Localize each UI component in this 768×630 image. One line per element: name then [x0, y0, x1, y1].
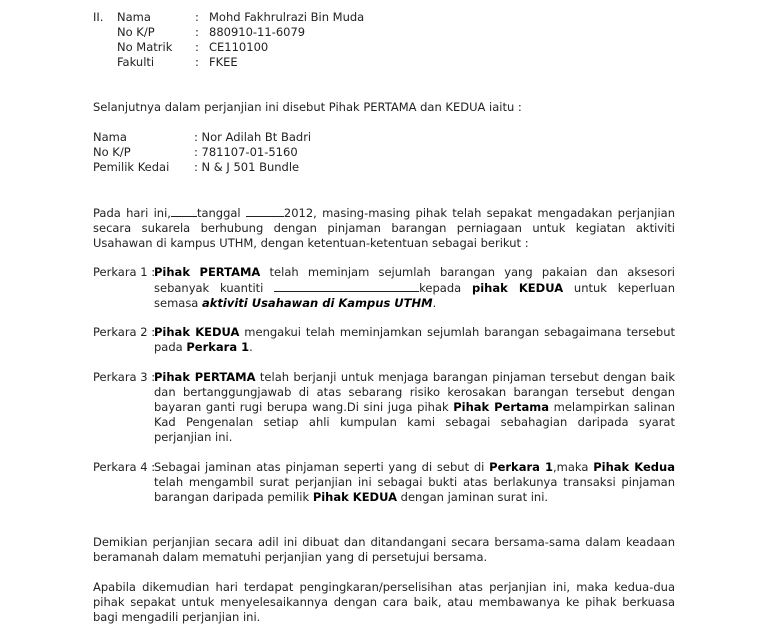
opening-paragraph: Pada hari ini, tanggal 2012, masing-masing pihak telah sepakat mengadakan perjanjian secara sukarela berhubung dengan pinjaman barangan perniagaan untuk kegiatan aktiviti Usahawan di kampus UTHM, dengan ketentuan-ketentuan sebagai berikut :: [93, 206, 676, 250]
closing-paragraph-2: Apabila dikemudian hari terdapat pengingkaran/perselisihan atas perjanjian ini, maka kedua-dua pihak sepakat untuk menyelesaikannya dengan cara baik, atau membawanya ke pihak berkuasa bagi mengadili perjanjian ini.: [93, 580, 675, 624]
intro-text: Selanjutnya dalam perjanjian ini disebut Pihak PERTAMA dan KEDUA iaitu :: [93, 100, 522, 114]
perkara-2: Perkara 2 : Pihak KEDUA mengakui telah meminjamkan sejumlah barangan sebagaimana tersebut pada Perkara 1.: [93, 325, 675, 354]
roman-numeral: II.: [93, 10, 104, 24]
perkara-4: Perkara 4 : Sebagai jaminan atas pinjaman seperti yang di sebut di Perkara 1,maka Pihak Kedua telah mengambil surat perjanjian ini sebagai bukti atas berlakunya transaksi pinjaman barangan daripada pemilik Pihak KEDUA dengan jaminan surat ini.: [93, 460, 675, 504]
perkara-3: Perkara 3 : Pihak PERTAMA telah berjanji untuk menjaga barangan pinjaman tersebut dengan baik dan bertanggungjawab di atas sebarang risiko kerosakan barangan tersebut dengan bayaran ganti rugi berupa wang.Di sini juga pihak Pihak Pertama melampirkan salinan Kad Pengenalan setiap ahli kumpulan kami sebagai sebahagian daripada syarat perjanjian ini.: [93, 370, 675, 444]
date-blank: [246, 205, 284, 217]
quantity-blank: [274, 280, 419, 292]
closing-paragraph-1: Demikian perjanjian secara adil ini dibuat dan ditandangani secara bersama-sama dalam keadaan beramanah dalam mematuhi perjanjian yang di persetujui bersama.: [93, 535, 675, 564]
day-blank: [171, 205, 197, 217]
perkara-1: Perkara 1 : Pihak PERTAMA telah meminjam sejumlah barangan yang pakaian dan aksesori sebanyak kuantiti kepada pihak KEDUA untuk keperluan semasa aktiviti Usahawan di Kampus UTHM.: [93, 265, 675, 310]
